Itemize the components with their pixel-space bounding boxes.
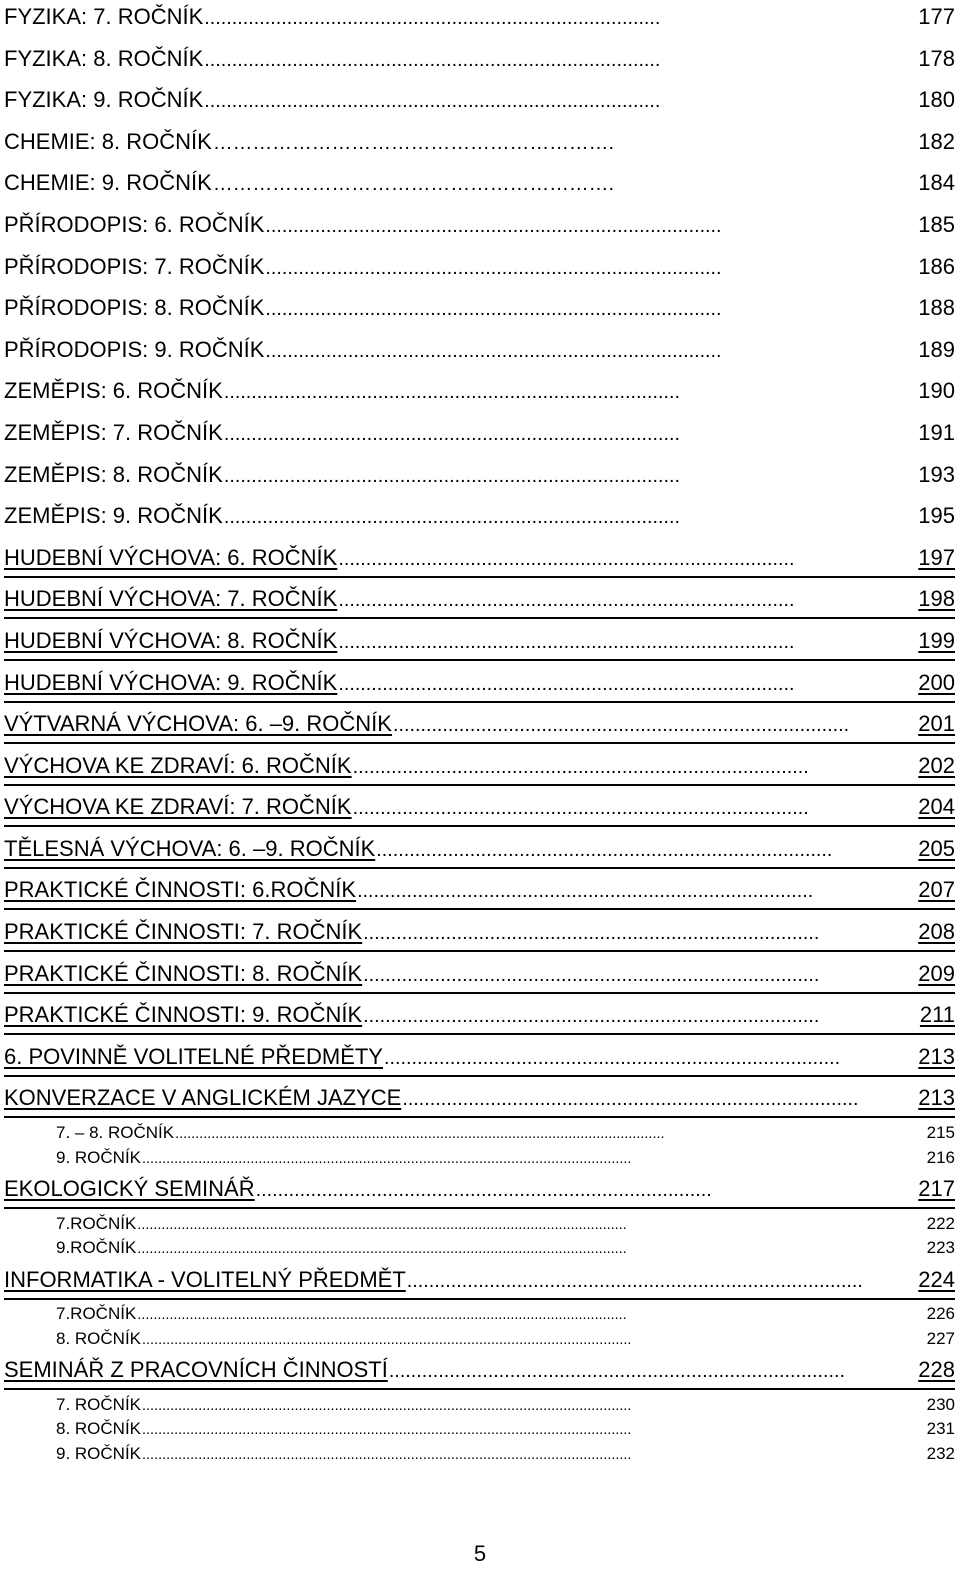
toc-entry-label: PRAKTICKÉ ČINNOSTI: 9. ROČNÍK (4, 1002, 363, 1028)
toc-dot-leader: ……………………………………………………. (212, 173, 614, 196)
toc-entry-page: 195 (918, 503, 955, 529)
toc-entry-label: HUDEBNÍ VÝCHOVA: 6. ROČNÍK (4, 544, 338, 570)
toc-entry-label: CHEMIE: 9. ROČNÍK (4, 170, 212, 196)
toc-entry-page: 180 (918, 87, 955, 113)
toc-dot-leader: ................................................................................... (265, 339, 722, 362)
toc-entry[interactable] (4, 1353, 955, 1395)
toc-dot-leader: ................................................................................... (223, 422, 680, 445)
toc-entry-label: PŘÍRODOPIS: 6. ROČNÍK (4, 211, 265, 237)
toc-entry[interactable] (4, 416, 955, 458)
toc-entry-label: CHEMIE: 8. ROČNÍK (4, 128, 212, 154)
toc-dot-leader: .......................................................................................................................... (142, 1397, 632, 1414)
toc-entry-label: 9. ROČNÍK (56, 1147, 142, 1167)
toc-subentry[interactable] (4, 1214, 955, 1239)
toc-dot-leader: ................................................................................... (265, 214, 722, 237)
toc-entry[interactable] (4, 83, 955, 125)
toc-entry-page: 209 (918, 960, 955, 986)
toc-entry-page: 216 (926, 1147, 955, 1167)
toc-dot-leader: ................................................................................... (406, 1269, 863, 1292)
toc-entry-page: 211 (919, 1002, 955, 1028)
toc-dot-leader: ................................................................................... (204, 48, 661, 71)
toc-entry-label: VÝCHOVA KE ZDRAVÍ: 7. ROČNÍK (4, 794, 352, 820)
toc-entry-page: 224 (918, 1266, 955, 1292)
toc-dot-leader: ................................................................................... (338, 547, 795, 570)
toc-entry-page: 207 (918, 877, 955, 903)
toc-entry-page: 191 (918, 419, 955, 445)
toc-entry-label: ZEMĚPIS: 8. ROČNÍK (4, 461, 223, 487)
toc-entry[interactable] (4, 1263, 955, 1305)
toc-dot-leader: ................................................................................... (383, 1046, 841, 1069)
toc-entry[interactable] (4, 1081, 955, 1123)
toc-dot-leader: ................................................................................... (223, 381, 680, 404)
toc-entry[interactable] (4, 333, 955, 375)
toc-entry-page: 223 (926, 1238, 955, 1258)
page-number: 5 (473, 1541, 487, 1566)
toc-entry-page: 186 (918, 253, 955, 279)
toc-entry-label: PŘÍRODOPIS: 9. ROČNÍK (4, 336, 265, 362)
toc-entry-label: PRAKTICKÉ ČINNOSTI: 7. ROČNÍK (4, 919, 363, 945)
toc-dot-leader: ……………………………………………………. (212, 131, 614, 154)
toc-entry-label: 8. ROČNÍK (56, 1328, 142, 1348)
toc-entry[interactable] (4, 374, 955, 416)
toc-entry-page: 222 (926, 1213, 955, 1233)
toc-entry-label: 9. ROČNÍK (56, 1443, 142, 1463)
toc-entry[interactable] (4, 666, 955, 708)
toc-entry-label: 7. ROČNÍK (56, 1394, 142, 1414)
toc-entry[interactable] (4, 125, 955, 167)
toc-entry-page: 199 (918, 627, 955, 653)
toc-dot-leader: ................................................................................... (352, 797, 809, 820)
toc-entry-page: 184 (918, 170, 955, 196)
toc-subentry[interactable] (4, 1395, 955, 1420)
toc-entry-label: 7.ROČNÍK (56, 1213, 137, 1233)
toc-entry-page: 178 (918, 45, 955, 71)
toc-entry-page: 213 (918, 1043, 955, 1069)
toc-entry-label: 6. POVINNĚ VOLITELNÉ PŘEDMĚTY (4, 1043, 383, 1069)
toc-entry-page: 228 (918, 1357, 955, 1383)
toc-entry-page: 205 (918, 835, 955, 861)
toc-dot-leader: ................................................................................... (357, 880, 814, 903)
toc-entry-page: 198 (918, 586, 955, 612)
toc-entry-label: FYZIKA: 7. ROČNÍK (4, 4, 204, 29)
toc-dot-leader: .......................................................................................................................... (142, 1446, 632, 1463)
toc-entry[interactable] (4, 915, 955, 957)
toc-dot-leader: ................................................................................... (376, 838, 833, 861)
toc-entry-label: ZEMĚPIS: 7. ROČNÍK (4, 419, 223, 445)
toc-entry-label: HUDEBNÍ VÝCHOVA: 8. ROČNÍK (4, 627, 338, 653)
toc-entry-label: HUDEBNÍ VÝCHOVA: 9. ROČNÍK (4, 669, 338, 695)
toc-dot-leader: ................................................................................... (388, 1360, 845, 1383)
toc-entry-label: ZEMĚPIS: 6. ROČNÍK (4, 378, 223, 404)
toc-subentry[interactable] (4, 1329, 955, 1354)
toc-entry[interactable] (4, 998, 955, 1040)
toc-dot-leader: ................................................................................... (204, 90, 661, 113)
toc-entry-label: FYZIKA: 9. ROČNÍK (4, 87, 204, 113)
toc-entry-page: 200 (918, 669, 955, 695)
toc-entry-page: 197 (918, 544, 955, 570)
toc-entry-page: 193 (918, 461, 955, 487)
toc-entry-label: 7. – 8. ROČNÍK (56, 1123, 175, 1143)
toc-entry[interactable] (4, 250, 955, 292)
toc-dot-leader: .......................................................................................................................... (137, 1241, 627, 1258)
toc-entry-label: HUDEBNÍ VÝCHOVA: 7. ROČNÍK (4, 586, 338, 612)
toc-subentry[interactable] (4, 1419, 955, 1444)
toc-dot-leader: ................................................................................... (363, 1005, 820, 1028)
toc-dot-leader: ................................................................................... (392, 714, 850, 737)
toc-entry-page: 185 (918, 211, 955, 237)
toc-entry[interactable] (4, 1040, 955, 1082)
toc-entry[interactable] (4, 0, 955, 42)
toc-entry-page: 190 (918, 378, 955, 404)
toc-dot-leader: ................................................................................... (338, 630, 795, 653)
toc-entry-page: 189 (918, 336, 955, 362)
toc-entry-page: 204 (918, 794, 955, 820)
toc-entry-label: 7.ROČNÍK (56, 1304, 137, 1324)
toc-entry-page: 232 (926, 1443, 955, 1463)
table-of-contents (4, 0, 955, 1468)
toc-entry-label: 9.ROČNÍK (56, 1238, 137, 1258)
toc-entry-page: 208 (918, 919, 955, 945)
toc-entry[interactable] (4, 624, 955, 666)
toc-entry-label: PŘÍRODOPIS: 7. ROČNÍK (4, 253, 265, 279)
toc-subentry[interactable] (4, 1123, 955, 1148)
toc-dot-leader: ................................................................................... (265, 256, 722, 279)
toc-dot-leader: ................................................................................... (255, 1179, 712, 1202)
toc-dot-leader: .......................................................................................................................... (137, 1216, 627, 1233)
toc-dot-leader: ................................................................................... (223, 464, 680, 487)
toc-entry[interactable] (4, 42, 955, 84)
toc-entry[interactable] (4, 873, 955, 915)
toc-entry-page: 217 (918, 1176, 955, 1202)
toc-entry[interactable] (4, 582, 955, 624)
toc-entry[interactable] (4, 208, 955, 250)
toc-entry[interactable] (4, 790, 955, 832)
toc-entry-page: 213 (918, 1085, 955, 1111)
toc-dot-leader: ................................................................................... (363, 963, 820, 986)
toc-entry-page: 182 (918, 128, 955, 154)
toc-entry[interactable] (4, 458, 955, 500)
toc-entry-label: VÝCHOVA KE ZDRAVÍ: 6. ROČNÍK (4, 752, 352, 778)
toc-entry-label: TĚLESNÁ VÝCHOVA: 6. –9. ROČNÍK (4, 835, 376, 861)
toc-dot-leader: ................................................................................... (265, 298, 722, 321)
toc-dot-leader: .......................................................................................................................... (175, 1126, 665, 1143)
toc-subentry[interactable] (4, 1444, 955, 1469)
toc-entry-label: EKOLOGICKÝ SEMINÁŘ (4, 1176, 255, 1202)
toc-subentry[interactable] (4, 1304, 955, 1329)
toc-entry[interactable] (4, 291, 955, 333)
toc-entry-page: 230 (926, 1394, 955, 1414)
toc-entry[interactable] (4, 749, 955, 791)
toc-dot-leader: ................................................................................... (338, 589, 795, 612)
toc-entry[interactable] (4, 1172, 955, 1214)
toc-subentry[interactable] (4, 1148, 955, 1173)
toc-entry[interactable] (4, 707, 955, 749)
toc-entry-page: 177 (918, 4, 955, 29)
toc-dot-leader: .......................................................................................................................... (142, 1150, 632, 1167)
toc-dot-leader: .......................................................................................................................... (142, 1331, 632, 1348)
toc-entry[interactable] (4, 166, 955, 208)
toc-entry-label: VÝTVARNÁ VÝCHOVA: 6. –9. ROČNÍK (4, 711, 392, 737)
toc-entry[interactable] (4, 541, 955, 583)
toc-entry-label: PRAKTICKÉ ČINNOSTI: 8. ROČNÍK (4, 960, 363, 986)
toc-entry-page: 215 (926, 1123, 955, 1143)
toc-entry-label: INFORMATIKA - VOLITELNÝ PŘEDMĚT (4, 1266, 406, 1292)
toc-entry-page: 188 (918, 295, 955, 321)
toc-dot-leader: ................................................................................... (363, 922, 820, 945)
toc-entry-label: PRAKTICKÉ ČINNOSTI: 6.ROČNÍK (4, 877, 357, 903)
toc-entry-label: FYZIKA: 8. ROČNÍK (4, 45, 204, 71)
toc-entry-label: PŘÍRODOPIS: 8. ROČNÍK (4, 295, 265, 321)
toc-dot-leader: ................................................................................... (204, 7, 661, 29)
toc-entry[interactable] (4, 832, 955, 874)
toc-subentry[interactable] (4, 1238, 955, 1263)
toc-entry[interactable] (4, 957, 955, 999)
toc-entry-page: 201 (918, 711, 955, 737)
toc-dot-leader: ................................................................................... (338, 672, 795, 695)
toc-dot-leader: .......................................................................................................................... (142, 1422, 632, 1439)
toc-entry-page: 226 (926, 1304, 955, 1324)
toc-entry-label: KONVERZACE V ANGLICKÉM JAZYCE (4, 1085, 402, 1111)
toc-entry-label: ZEMĚPIS: 9. ROČNÍK (4, 503, 223, 529)
toc-entry[interactable] (4, 499, 955, 541)
toc-entry-page: 202 (918, 752, 955, 778)
toc-dot-leader: .......................................................................................................................... (137, 1307, 627, 1324)
toc-dot-leader: ................................................................................... (223, 506, 680, 529)
toc-dot-leader: ................................................................................... (402, 1088, 859, 1111)
toc-entry-label: 8. ROČNÍK (56, 1419, 142, 1439)
toc-entry-label: SEMINÁŘ Z PRACOVNÍCH ČINNOSTÍ (4, 1357, 388, 1383)
toc-dot-leader: ................................................................................... (352, 755, 809, 778)
toc-entry-page: 231 (926, 1419, 955, 1439)
toc-entry-page: 227 (926, 1328, 955, 1348)
